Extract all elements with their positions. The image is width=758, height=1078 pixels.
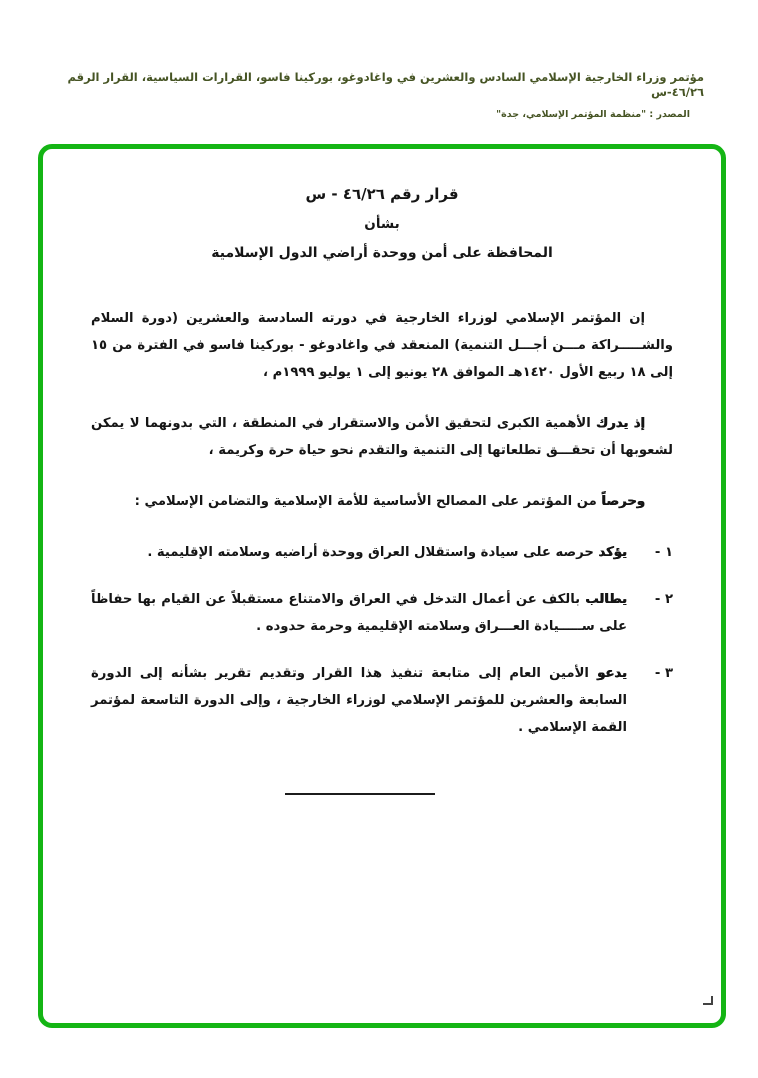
resolution-body [91, 305, 673, 795]
clause-1-number: ١ - [654, 545, 673, 560]
scan-artifact-mark [703, 996, 713, 1005]
signature-line [285, 793, 435, 795]
paragraph-2-text: الأهمية الكبرى لتحقيق الأمن والاستقرار في المنطقة ، التي بدونهما لا يمكن لشعوبها أن تحقـــق تطلعاتها إلى التنمية والتقدم نحو حياة حرة وكريمة ، [91, 416, 673, 458]
clause-2-number: ٢ - [654, 592, 673, 607]
resolution-clause-1 [91, 539, 673, 566]
paragraph-2-lead: إذ يدرك [596, 416, 645, 431]
clause-2-text [91, 586, 627, 640]
resolution-clauses [91, 539, 673, 741]
clause-2-lead: يطالب [585, 592, 627, 607]
resolution-document [38, 144, 726, 1028]
paragraph-3-lead: وحرصاً [601, 494, 645, 509]
resolution-subject-title: المحافظة على أمن ووحدة أراضي الدول الإسلامية [211, 245, 553, 261]
preamble-paragraph-1 [91, 305, 673, 386]
resolution-number-title: قرار رقم ٤٦/٢٦ - س [305, 185, 459, 203]
resolution-about-label: بشأن [364, 216, 400, 232]
resolution-clause-3 [91, 660, 673, 741]
clause-3-text [91, 660, 627, 741]
paragraph-3-text: من المؤتمر على المصالح الأساسية للأمة الإسلامية والتضامن الإسلامي : [134, 494, 597, 509]
clause-1-text [91, 539, 627, 566]
source-header [54, 70, 704, 120]
paragraph-1-text: إن المؤتمر الإسلامي لوزراء الخارجية في دورته السادسة والعشرين (دورة السلام والشـــــراكة مـــن أجـــل التنمية) المنعقد في واغادوغو - بوركينا فاسو في الفترة من ١٥ إلى ١٨ ربيع الأول ١٤٢٠هـ الموافق ٢٨ يونيو إلى ١ يوليو ١٩٩٩م ، [91, 311, 673, 380]
clause-1-lead: يؤكد [598, 545, 627, 560]
clause-2-body: بالكف عن أعمال التدخل في العراق والامتناع مستقبلاً عن القيام بها حفاظاً على ســـــيادة العـــراق وسلامته الإقليمية وحرمة حدوده . [91, 592, 627, 634]
clause-3-body: الأمين العام إلى متابعة تنفيذ هذا القرار وتقديم تقرير بشأنه إلى الدورة السابعة والعشرين للمؤتمر الإسلامي لوزراء الخارجية ، وإلى الدورة التاسعة لمؤتمر القمة الإسلامي . [91, 666, 627, 735]
preamble-paragraph-2 [91, 410, 673, 464]
resolution-clause-2 [91, 586, 673, 640]
clause-1-body: حرصه على سيادة واستقلال العراق ووحدة أراضيه وسلامته الإقليمية . [147, 545, 594, 560]
clause-3-lead: يدعو [597, 666, 628, 681]
preamble-paragraph-3 [91, 488, 673, 515]
source-note: المصدر : "منظمة المؤتمر الإسلامي، جدة" [496, 109, 690, 120]
source-header-line: مؤتمر وزراء الخارجية الإسلامي السادس والعشرين في واغادوغو، بوركينا فاسو، القرارات السياسية، القرار الرقم ٤٦/٢٦-س [67, 70, 704, 99]
clause-3-number: ٣ - [654, 666, 673, 681]
